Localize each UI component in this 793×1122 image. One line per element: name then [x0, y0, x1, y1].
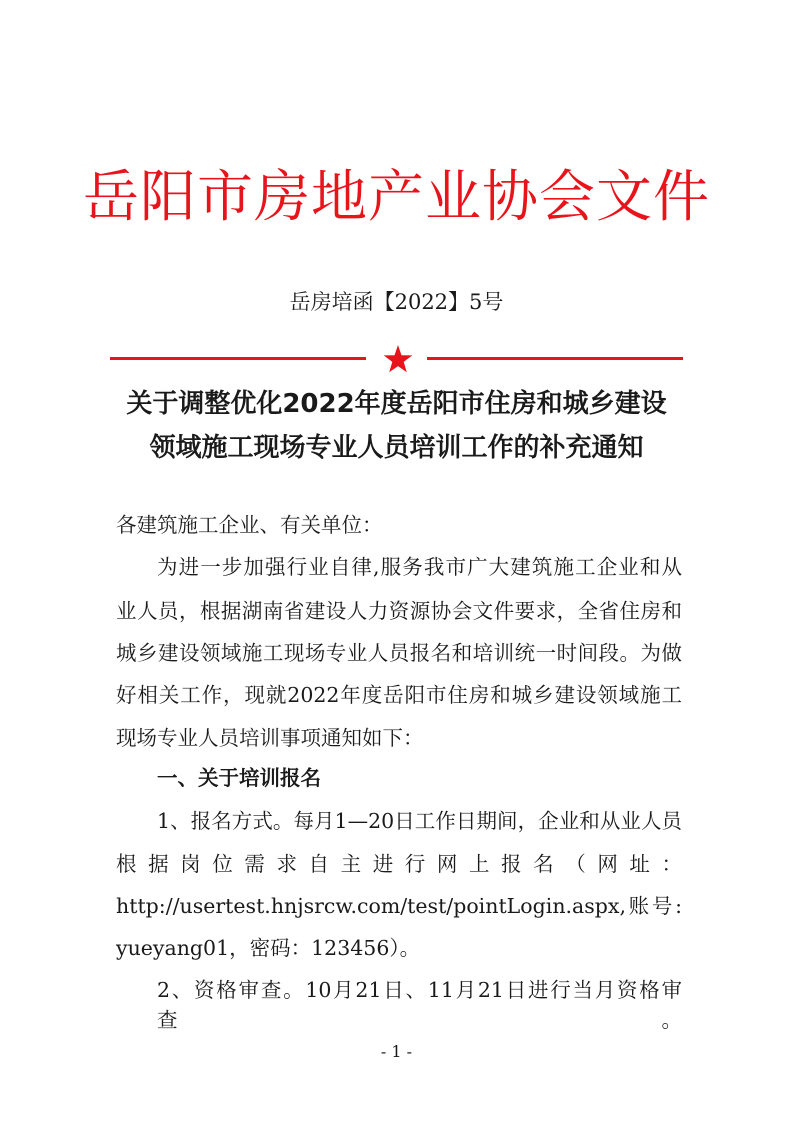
item-line: 根据岗位需求自主进行网上报名（网址： [116, 852, 682, 876]
red-star-icon [383, 344, 413, 374]
notice-title-line-1: 关于调整优化2022年度岳阳市住房和城乡建设 [126, 389, 667, 419]
item-line: yueyang01，密码：123456）。 [116, 936, 421, 960]
paragraph-line: 好相关工作，现就2022年度岳阳市住房和城乡建设领域施工 [116, 683, 682, 707]
item-line: 1、报名方式。每月1—20日工作日期间，企业和从业人员 [157, 809, 682, 833]
paragraph-line: 为进一步加强行业自律,服务我市广大建筑施工企业和从 [157, 555, 682, 579]
item-line: 2、资格审查。10月21日、11月21日进行当月资格审查。 [157, 978, 682, 1032]
item-url-line: http://usertest.hnjsrcw.com/test/pointLogin.aspx,账号: [116, 894, 682, 918]
paragraph-line: 业人员，根据湖南省建设人力资源协会文件要求，全省住房和 [116, 599, 682, 623]
red-divider-right [427, 357, 683, 360]
section-heading: 一、关于培训报名 [157, 766, 321, 790]
salutation: 各建筑施工企业、有关单位： [116, 513, 383, 537]
red-divider-left [110, 357, 366, 360]
page-number: - 1 - [380, 1042, 413, 1061]
masthead-title: 岳阳市房地产业协会文件 [83, 165, 710, 230]
paragraph-line: 城乡建设领域施工现场专业人员报名和培训统一时间段。为做 [116, 641, 682, 665]
paragraph-line: 现场专业人员培训事项通知如下： [116, 726, 424, 750]
notice-title-line-2: 领域施工现场专业人员培训工作的补充通知 [149, 433, 644, 463]
document-number: 岳房培函【2022】5号 [289, 290, 504, 314]
